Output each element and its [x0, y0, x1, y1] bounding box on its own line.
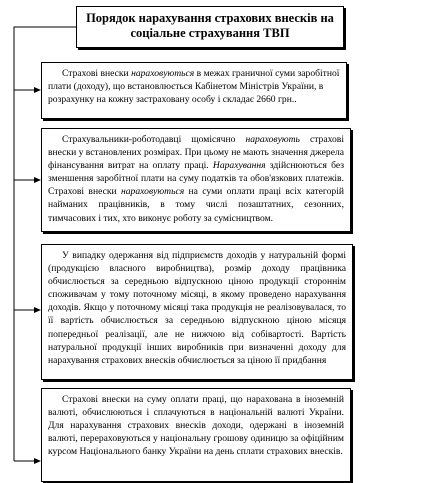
title-line-2: соціальне страхування ТВП	[130, 26, 290, 40]
block-1-text-a: Страхові внески	[62, 68, 132, 79]
block-foreign-currency	[41, 388, 351, 482]
diagram-title-box	[76, 6, 344, 48]
block-2-text-c: здійснюються без зменшення заробітної плати на суму податків та обов'язкових платежів. Страхові внески	[48, 160, 345, 198]
connector-arrow-4	[14, 458, 41, 464]
block-2-text-b: страхові внески у встановлених розмірах. При цьому не мають значення джерела фінансування витрат на оплату праці.	[48, 134, 344, 172]
block-in-kind-income	[41, 244, 353, 380]
block-employer-accrual	[41, 128, 351, 232]
block-2-emphasis-b: Нарахування	[212, 160, 266, 172]
block-2-emphasis-a: нараховують	[245, 134, 300, 145]
title-line-1: Порядок нарахування страхових внесків на	[86, 11, 334, 25]
connector-arrow-3	[14, 307, 41, 313]
block-1-paragraph	[48, 67, 340, 106]
block-2-emphasis-c: нараховуються	[121, 186, 185, 198]
block-2-text-a: Страхувальники-роботодавці щомісячно	[62, 134, 246, 145]
block-2-text-d: на суми оплати праці всіх категорій найманих працівників, в тому числі позаштатних, сезонних, тимчасових і тих, хто виконує роботу за сумісництвом.	[48, 186, 345, 224]
connector-arrow-1	[14, 87, 41, 93]
connector-arrow-2	[14, 177, 41, 183]
block-contribution-limit	[41, 62, 347, 119]
block-3-paragraph: У випадку одержання від підприємств доходів у натуральній формі (продукцією власного виробництва), розмір доходу працівника обчислюється за середньою відпускною ціною продукції стороннім споживачам у тому поточному місяці, в якому проведено нарахування доходів. Якщо у поточному місяці така продукція не реалізовувалася, то її вартість обчислюється за середньою відпускною ціною місяця попередньої реалізації, але не нижчою від собівартості. Вартість натуральної продукції інших виробників при визначенні доходу для нарахування страхових внесків обчислюється за ціною її придбання	[48, 250, 346, 366]
block-1-emphasis: нараховуються	[131, 68, 195, 79]
block-2-paragraph	[48, 133, 344, 225]
block-1-text-b: в межах граничної суми заробітної плати (доходу), що встановлюється Кабінетом Міністрів України, в розрахунку на кожну застраховану особу і складає 2660 грн..	[48, 68, 340, 106]
block-4-paragraph: Страхові внески на суму оплати праці, що нарахована в іноземній валюті, обчислюються і сплачуються в національній валюті України. Для нарахування страхових внесків доходи, одержані в іноземній валюті, перераховуються у національну грошову одиницю за офіційним курсом Національного банку України на день сплати страхових внесків.	[48, 394, 344, 458]
